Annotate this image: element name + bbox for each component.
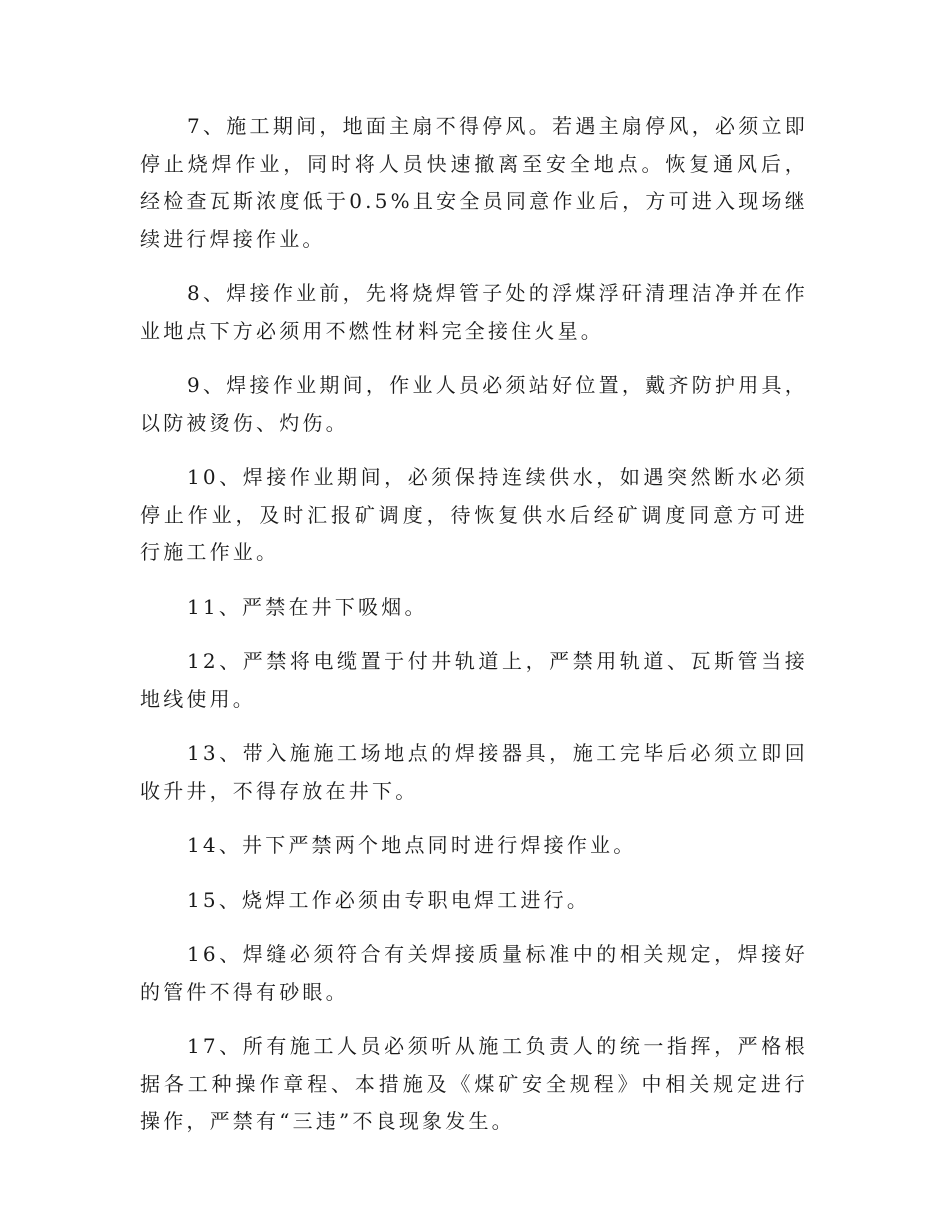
paragraph-item-8: 8、焊接作业前，先将烧焊管子处的浮煤浮矸清理洁净并在作业地点下方必须用不燃性材料完全接住火星。 [140,281,808,343]
paragraph-item-10: 10、焊接作业期间，必须保持连续供水，如遇突然断水必须停止作业，及时汇报矿调度，待恢复供水后经矿调度同意方可进行施工作业。 [140,465,808,564]
paragraph-item-16: 16、焊缝必须符合有关焊接质量标准中的相关规定，焊接好的管件不得有砂眼。 [140,942,808,1004]
paragraph-item-11: 11、严禁在井下吸烟。 [187,594,428,619]
paragraph-item-17: 17、所有施工人员必须听从施工负责人的统一指挥，严格根据各工种操作章程、本措施及《煤矿安全规程》中相关规定进行操作，严禁有“三违”不良现象发生。 [140,1034,808,1133]
paragraph-item-15: 15、烧焊工作必须由专职电焊工进行。 [187,887,591,912]
paragraph-item-9: 9、焊接作业期间，作业人员必须站好位置，戴齐防护用具，以防被烫伤、灼伤。 [140,373,808,435]
paragraph-item-14: 14、井下严禁两个地点同时进行焊接作业。 [187,833,637,857]
paragraph-item-7: 7、施工期间，地面主扇不得停风。若遇主扇停风，必须立即停止烧焊作业，同时将人员快速撤离至安全地点。恢复通风后，经检查瓦斯浓度低于0.5%且安全员同意作业后，方可进入现场继续进行焊接作业。 [140,114,808,251]
paragraph-item-13: 13、带入施施工场地点的焊接器具，施工完毕后必须立即回收升井，不得存放在井下。 [140,741,808,803]
paragraph-item-12: 12、严禁将电缆置于付井轨道上，严禁用轨道、瓦斯管当接地线使用。 [140,649,808,711]
document-body [140,108,808,1158]
